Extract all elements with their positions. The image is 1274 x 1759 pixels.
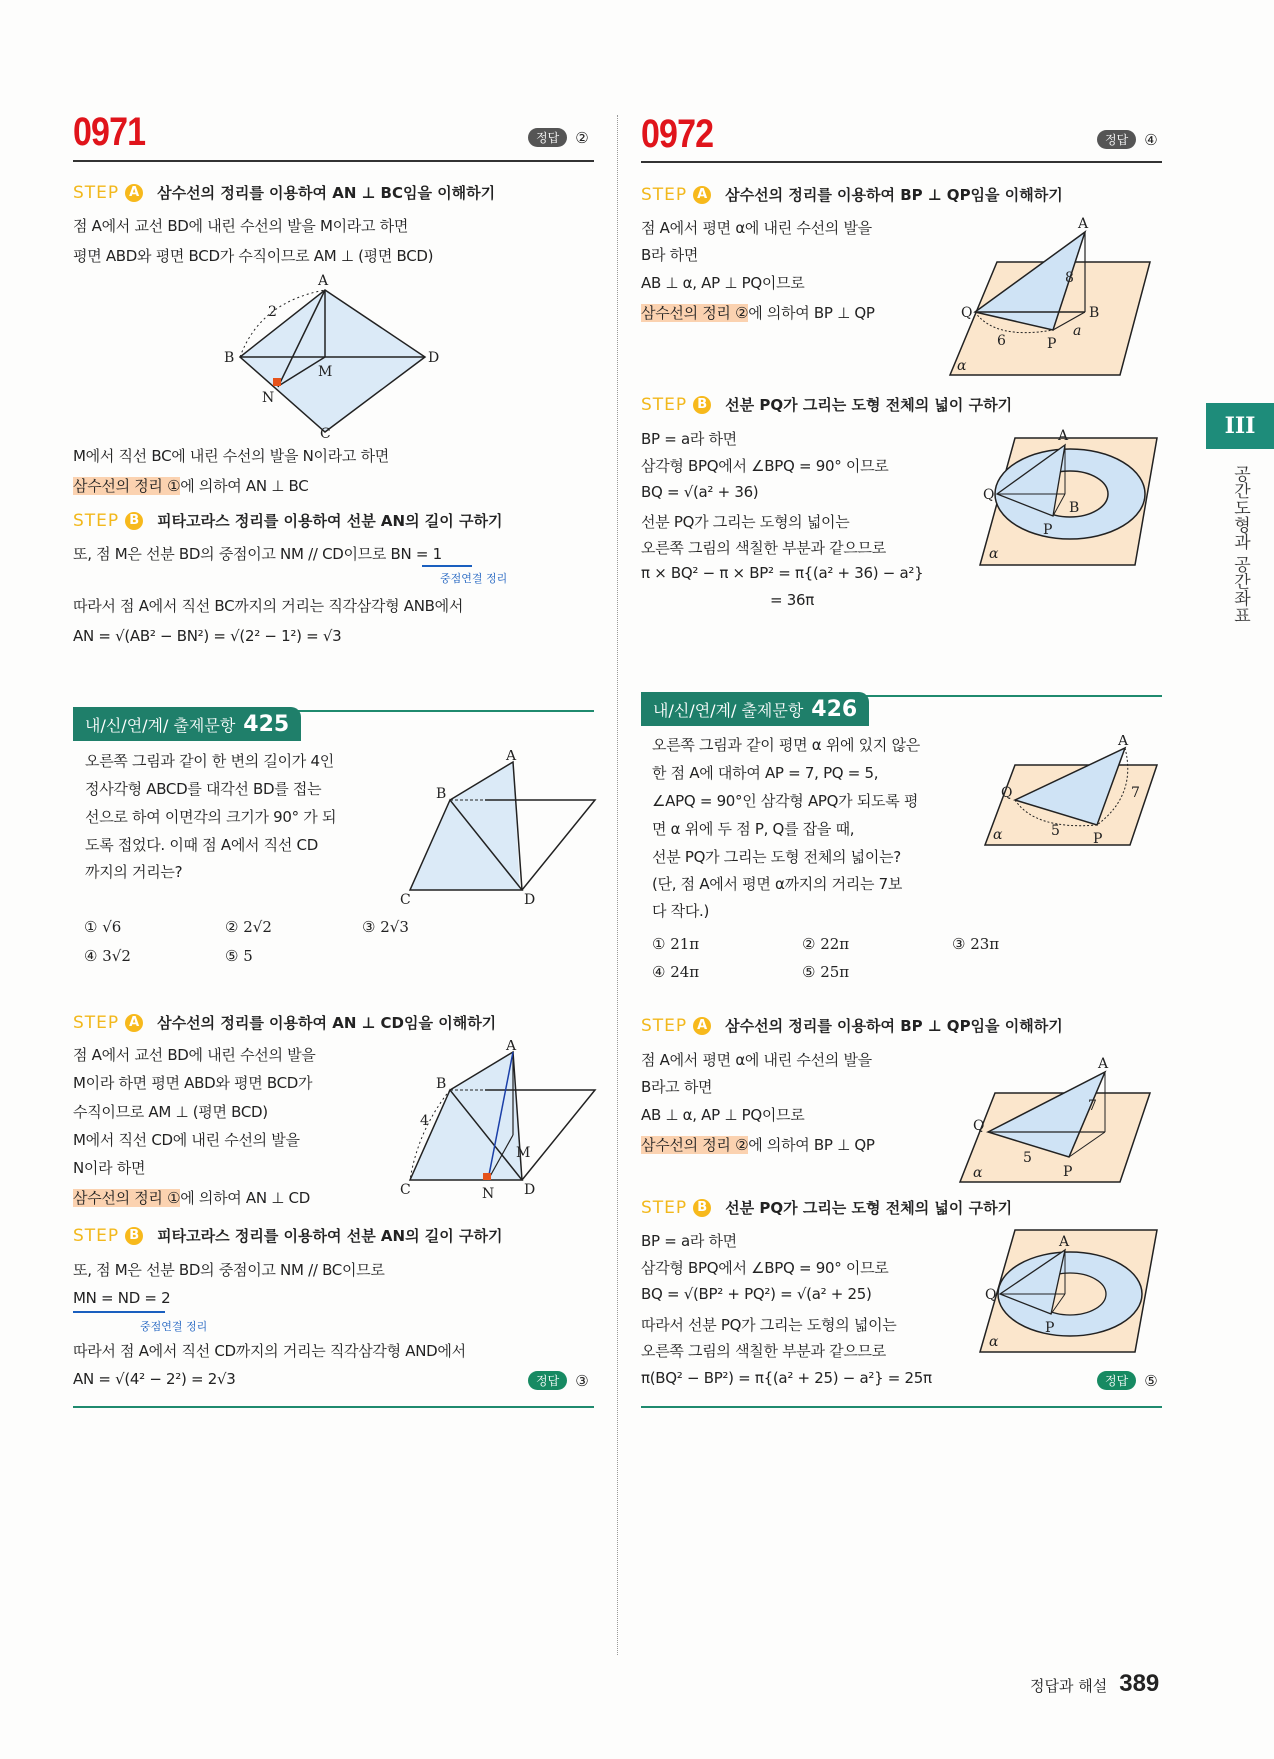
label-B: B bbox=[436, 1076, 447, 1092]
label-Q: Q bbox=[1001, 785, 1013, 801]
text-line: M에서 직선 CD에 내린 수선의 발을 bbox=[73, 1131, 300, 1149]
step-badge: A bbox=[125, 184, 143, 202]
theorem-rest: 에 의하여 BP ⊥ QP bbox=[748, 304, 875, 322]
problem-number: 0971 bbox=[73, 110, 146, 154]
text-line: M이라 하면 평면 ABD와 평면 BCD가 bbox=[73, 1074, 313, 1092]
label-bp: a bbox=[1073, 323, 1082, 339]
step-title: 피타고라스 정리를 이용하여 선분 AN의 길이 구하기 bbox=[157, 1227, 503, 1245]
theorem-line bbox=[641, 1134, 875, 1155]
section-rule bbox=[73, 1406, 594, 1408]
label-alpha: α bbox=[957, 358, 967, 374]
step-label: STEP bbox=[73, 182, 120, 203]
label-Q: Q bbox=[973, 1118, 985, 1134]
theorem-rest: 에 의하여 AN ⊥ CD bbox=[180, 1189, 310, 1207]
label-C: C bbox=[320, 426, 331, 442]
related-problem-header bbox=[73, 707, 301, 741]
question-line: 까지의 거리는? bbox=[85, 863, 183, 881]
label-M: M bbox=[318, 364, 333, 380]
step-title: 삼수선의 정리를 이용하여 AN ⊥ CD임을 이해하기 bbox=[157, 1014, 497, 1032]
label-P: P bbox=[1047, 336, 1057, 352]
answer-badge bbox=[528, 128, 589, 147]
text-line: 선분 PQ가 그리는 도형의 넓이는 bbox=[641, 513, 850, 531]
theorem-rest: 에 의하여 AN ⊥ BC bbox=[180, 477, 309, 495]
label-P: P bbox=[1093, 831, 1103, 847]
choice-3[interactable]: ③ 2√3 bbox=[362, 918, 409, 936]
theorem-highlight: 삼수선의 정리 ① bbox=[73, 1189, 181, 1207]
step-badge: B bbox=[125, 1227, 143, 1245]
formula-line: AN = √(4² − 2²) = 2√3 bbox=[73, 1370, 236, 1388]
answer-label: 정답 bbox=[528, 128, 567, 147]
step-title: 선분 PQ가 그리는 도형 전체의 넓이 구하기 bbox=[725, 1199, 1013, 1217]
label-B: B bbox=[224, 350, 235, 366]
step-b-heading bbox=[641, 394, 1012, 415]
theorem-highlight: 삼수선의 정리 ① bbox=[73, 477, 181, 495]
label-height: 8 bbox=[1065, 270, 1074, 286]
step-title: 선분 PQ가 그리는 도형 전체의 넓이 구하기 bbox=[725, 396, 1013, 414]
label-A: A bbox=[1058, 428, 1069, 444]
step-badge: B bbox=[693, 1199, 711, 1217]
choice-2[interactable]: ② 22π bbox=[802, 935, 850, 953]
folded-square-solution-figure bbox=[400, 1040, 610, 1205]
label-ap: 7 bbox=[1131, 785, 1140, 801]
answer-value: ④ bbox=[1144, 130, 1158, 149]
label-N: N bbox=[482, 1186, 495, 1202]
page-footer bbox=[1030, 1670, 1159, 1698]
step-b-heading bbox=[641, 1197, 1012, 1218]
step-title: 피타고라스 정리를 이용하여 선분 AN의 길이 구하기 bbox=[157, 512, 503, 530]
step-label: STEP bbox=[73, 1225, 120, 1246]
answer-label: 정답 bbox=[1097, 130, 1136, 149]
column-divider bbox=[617, 115, 618, 1655]
label-D: D bbox=[524, 1182, 536, 1198]
text-line: 삼각형 BPQ에서 ∠BPQ = 90° 이므로 bbox=[641, 457, 889, 475]
step-label: STEP bbox=[73, 1012, 120, 1033]
label-A: A bbox=[506, 750, 517, 764]
step-badge: A bbox=[693, 1017, 711, 1035]
step-b-heading bbox=[73, 510, 502, 531]
page-number: 389 bbox=[1119, 1670, 1160, 1697]
text-line: B라 하면 bbox=[641, 246, 699, 264]
chapter-tab[interactable]: III bbox=[1206, 403, 1274, 449]
choice-5[interactable]: ⑤ 25π bbox=[802, 963, 850, 981]
theorem-rest: 에 의하여 BP ⊥ QP bbox=[748, 1136, 875, 1154]
text-line: 따라서 점 A에서 직선 BC까지의 거리는 직각삼각형 ANB에서 bbox=[73, 597, 464, 615]
label-A: A bbox=[1078, 216, 1089, 232]
text-line: 수직이므로 AM ⊥ (평면 BCD) bbox=[73, 1103, 268, 1121]
box-label: 내/신/연/계/ 출제문항 bbox=[653, 700, 804, 720]
plane-triangle-question-figure bbox=[975, 735, 1160, 865]
answer-value: ③ bbox=[575, 1371, 589, 1390]
text-line: M에서 직선 BC에 내린 수선의 발을 N이라고 하면 bbox=[73, 447, 389, 465]
text-line: 점 A에서 교선 BD에 내린 수선의 발을 M이라고 하면 bbox=[73, 217, 409, 235]
question-line: 도록 접었다. 이때 점 A에서 직선 CD bbox=[85, 836, 318, 854]
answer-badge bbox=[528, 1371, 589, 1390]
text-line: 오른쪽 그림의 색칠한 부분과 같으므로 bbox=[641, 539, 886, 557]
formula-line: AN = √(AB² − BN²) = √(2² − 1²) = √3 bbox=[73, 627, 342, 645]
related-problem-header bbox=[641, 692, 869, 726]
label-ap: 7 bbox=[1088, 1098, 1097, 1114]
question-line: 오른쪽 그림과 같이 평면 α 위에 있지 않은 bbox=[652, 736, 920, 754]
choice-2[interactable]: ② 2√2 bbox=[225, 918, 272, 936]
formula-line: π(BQ² − BP²) = π{(a² + 25) − a²} = 25π bbox=[641, 1369, 932, 1387]
text-line: BQ = √(BP² + PQ²) = √(a² + 25) bbox=[641, 1285, 872, 1303]
step-a-heading bbox=[641, 184, 1063, 205]
label-C: C bbox=[400, 892, 411, 908]
formula-line: π × BQ² − π × BP² = π{(a² + 36) − a²} bbox=[641, 564, 924, 582]
step-badge: A bbox=[125, 1014, 143, 1032]
label-alpha: α bbox=[973, 1165, 983, 1181]
choice-1[interactable]: ① √6 bbox=[84, 918, 122, 936]
label-B: B bbox=[1069, 500, 1080, 516]
text-line: BP = a라 하면 bbox=[641, 1232, 737, 1250]
folded-square-figure bbox=[400, 750, 610, 910]
theorem-line bbox=[641, 302, 875, 323]
label-A: A bbox=[1098, 1056, 1109, 1072]
label-N: N bbox=[262, 390, 275, 406]
text-line: 점 A에서 교선 BD에 내린 수선의 발을 bbox=[73, 1046, 316, 1064]
step-title: 삼수선의 정리를 이용하여 AN ⊥ BC임을 이해하기 bbox=[157, 184, 496, 202]
annulus-figure bbox=[975, 410, 1160, 570]
text-line: 따라서 점 A에서 직선 CD까지의 거리는 직각삼각형 AND에서 bbox=[73, 1342, 466, 1360]
rhombus-figure bbox=[210, 272, 450, 442]
header-rule bbox=[641, 161, 1162, 163]
note-midpoint-theorem: 중점연결 정리 bbox=[440, 572, 508, 585]
choice-5[interactable]: ⑤ 5 bbox=[225, 947, 253, 965]
label-A: A bbox=[506, 1040, 517, 1054]
note-underline bbox=[422, 565, 472, 567]
answer-value: ② bbox=[575, 128, 589, 147]
text-line: 따라서 선분 PQ가 그리는 도형의 넓이는 bbox=[641, 1316, 897, 1334]
answer-badge bbox=[1097, 130, 1158, 149]
step-b-heading bbox=[73, 1225, 502, 1246]
box-number: 426 bbox=[811, 696, 858, 722]
step-label: STEP bbox=[641, 394, 688, 415]
label-P: P bbox=[1063, 1164, 1073, 1180]
label-A: A bbox=[1118, 735, 1129, 749]
step-label: STEP bbox=[641, 1015, 688, 1036]
question-line: 정사각형 ABCD를 대각선 BD를 접는 bbox=[85, 780, 322, 798]
label-alpha: α bbox=[989, 1334, 999, 1350]
label-B: B bbox=[1089, 305, 1100, 321]
box-number: 425 bbox=[243, 711, 290, 737]
formula-result: = 36π bbox=[770, 591, 814, 609]
text-line: 오른쪽 그림의 색칠한 부분과 같으므로 bbox=[641, 1342, 886, 1360]
annulus-solution-figure bbox=[975, 1222, 1160, 1362]
label-length: 2 bbox=[268, 304, 277, 320]
question-line: 선분 PQ가 그리는 도형 전체의 넓이는? bbox=[652, 848, 901, 866]
step-label: STEP bbox=[641, 184, 688, 205]
step-a-heading bbox=[641, 1015, 1063, 1036]
step-a-heading bbox=[73, 182, 495, 203]
label-M: M bbox=[516, 1145, 531, 1161]
plane-triangle-solution-figure bbox=[945, 1050, 1160, 1185]
text-line: BQ = √(a² + 36) bbox=[641, 483, 759, 501]
text-line: 삼각형 BPQ에서 ∠BPQ = 90° 이므로 bbox=[641, 1259, 889, 1277]
note-midpoint-theorem: 중점연결 정리 bbox=[140, 1320, 208, 1333]
question-line: 선으로 하여 이면각의 크기가 90° 가 되 bbox=[85, 808, 337, 826]
label-B: B bbox=[436, 786, 447, 802]
step-label: STEP bbox=[73, 510, 120, 531]
label-A: A bbox=[1059, 1234, 1070, 1250]
text-line: MN = ND = 2 bbox=[73, 1289, 171, 1307]
text-line: 또, 점 M은 선분 BD의 중점이고 NM // CD이므로 BN = 1 bbox=[73, 545, 442, 563]
text-line: AB ⊥ α, AP ⊥ PQ이므로 bbox=[641, 1106, 805, 1124]
question-line: 한 점 A에 대하여 AP = 7, PQ = 5, bbox=[652, 764, 879, 782]
theorem-highlight: 삼수선의 정리 ② bbox=[641, 304, 749, 322]
choice-4[interactable]: ④ 3√2 bbox=[84, 947, 131, 965]
footer-label: 정답과 해설 bbox=[1030, 1677, 1108, 1695]
label-Q: Q bbox=[985, 1287, 997, 1303]
text-line: BP = a라 하면 bbox=[641, 430, 737, 448]
text-line: AB ⊥ α, AP ⊥ PQ이므로 bbox=[641, 274, 805, 292]
problem-number: 0972 bbox=[641, 112, 714, 156]
label-pq: 5 bbox=[1023, 1150, 1032, 1166]
label-P: P bbox=[1045, 1320, 1055, 1336]
step-badge: B bbox=[125, 512, 143, 530]
text-line: 평면 ABD와 평면 BCD가 수직이므로 AM ⊥ (평면 BCD) bbox=[73, 247, 434, 265]
answer-value: ⑤ bbox=[1144, 1371, 1158, 1390]
chapter-title: 공간도형과 공간좌표 bbox=[1230, 465, 1250, 624]
theorem-line bbox=[73, 475, 308, 496]
label-A: A bbox=[318, 273, 329, 289]
answer-label: 정답 bbox=[1097, 1371, 1136, 1390]
step-badge: B bbox=[693, 396, 711, 414]
text-line: 점 A에서 평면 α에 내린 수선의 발을 bbox=[641, 219, 872, 237]
question-line: (단, 점 A에서 평면 α까지의 거리는 7보 bbox=[652, 875, 903, 893]
choice-1[interactable]: ① 21π bbox=[652, 935, 700, 953]
theorem-line bbox=[73, 1187, 310, 1208]
label-alpha: α bbox=[993, 827, 1003, 843]
box-label: 내/신/연/계/ 출제문항 bbox=[85, 715, 236, 735]
section-rule bbox=[641, 1406, 1162, 1408]
step-a-heading bbox=[73, 1012, 496, 1033]
label-Q: Q bbox=[983, 487, 995, 503]
answer-badge bbox=[1097, 1371, 1158, 1390]
text-line: 점 A에서 평면 α에 내린 수선의 발을 bbox=[641, 1051, 872, 1069]
question-line: 오른쪽 그림과 같이 한 변의 길이가 4인 bbox=[85, 752, 334, 770]
label-alpha: α bbox=[989, 546, 999, 562]
choice-4[interactable]: ④ 24π bbox=[652, 963, 700, 981]
question-line: ∠APQ = 90°인 삼각형 APQ가 되도록 평 bbox=[652, 792, 919, 810]
question-line: 면 α 위에 두 점 P, Q를 잡을 때, bbox=[652, 820, 855, 838]
plane-triangle-figure bbox=[945, 215, 1160, 385]
label-pq: 5 bbox=[1051, 823, 1060, 839]
label-length: 4 bbox=[420, 1113, 429, 1129]
note-underline bbox=[73, 1311, 165, 1313]
label-pq: 6 bbox=[997, 333, 1006, 349]
label-P: P bbox=[1043, 522, 1053, 538]
label-D: D bbox=[524, 892, 536, 908]
text-line: 또, 점 M은 선분 BD의 중점이고 NM // BC이므로 bbox=[73, 1261, 385, 1279]
step-title: 삼수선의 정리를 이용하여 BP ⊥ QP임을 이해하기 bbox=[725, 186, 1063, 204]
text-line: B라고 하면 bbox=[641, 1078, 713, 1096]
step-label: STEP bbox=[641, 1197, 688, 1218]
answer-label: 정답 bbox=[528, 1371, 567, 1390]
theorem-highlight: 삼수선의 정리 ② bbox=[641, 1136, 749, 1154]
choice-3[interactable]: ③ 23π bbox=[952, 935, 1000, 953]
step-badge: A bbox=[693, 186, 711, 204]
label-D: D bbox=[428, 350, 440, 366]
text-line: N이라 하면 bbox=[73, 1159, 146, 1177]
header-rule bbox=[73, 160, 594, 162]
label-Q: Q bbox=[961, 305, 973, 321]
label-C: C bbox=[400, 1182, 411, 1198]
step-title: 삼수선의 정리를 이용하여 BP ⊥ QP임을 이해하기 bbox=[725, 1017, 1063, 1035]
question-line: 다 작다.) bbox=[652, 902, 710, 920]
